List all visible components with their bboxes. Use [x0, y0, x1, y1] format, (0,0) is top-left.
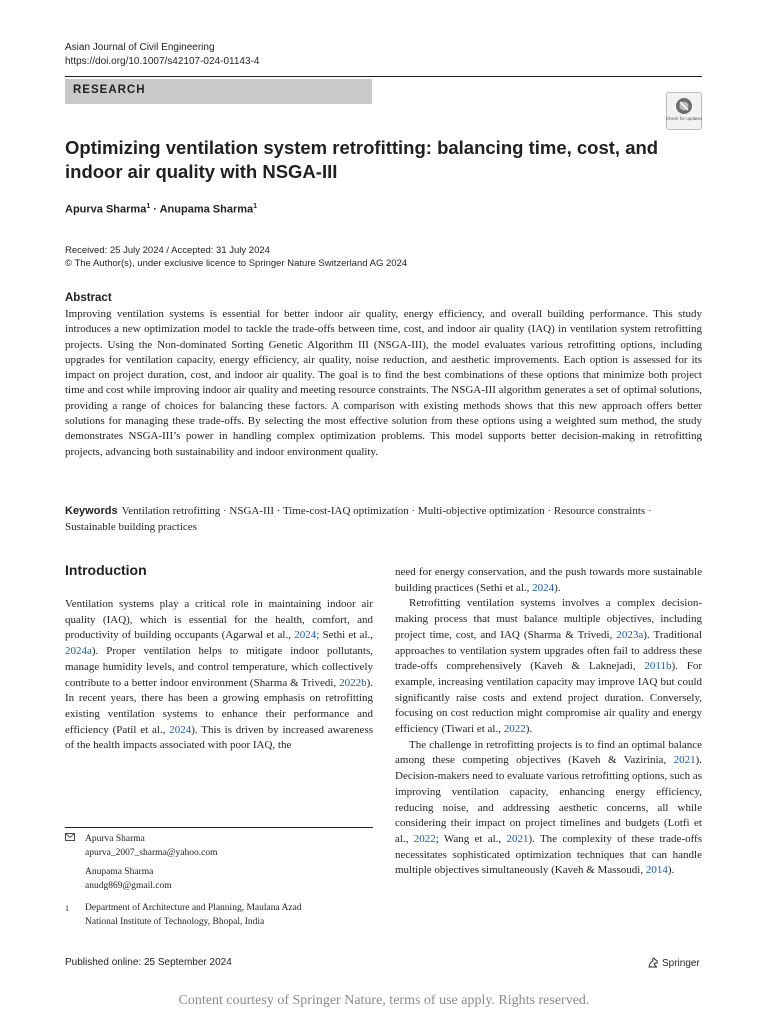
envelope-icon — [65, 833, 85, 893]
footnote-rule — [65, 827, 373, 828]
article-dates — [65, 244, 407, 270]
affiliation — [65, 902, 375, 929]
author-name[interactable]: Apurva Sharma — [65, 203, 147, 216]
author-name: Apurva Sharma — [85, 834, 145, 844]
citation-link[interactable]: 2021 — [506, 832, 529, 845]
keywords-list: Ventilation retrofitting · NSGA-III · Time-cost-IAQ optimization · Multi-objective optimization · Resource constraints · Sustainable building practices — [65, 505, 652, 533]
abstract-text: Improving ventilation systems is essential for better indoor air quality, energy efficiency, and overall building performance. This study introduces a new optimization model to tackle the trade-offs between time, cost, and indoor air quality (IAQ) in ventilation system retrofitting projects. Using the Non-dominated Sorting Genetic Algorithm III (NSGA-III), the model evaluates various retrofitting options, including upgrades for ventilation capacity, energy efficiency, air quality, noise reduction, and aesthetic improvements. Each option is assessed for its impact on project duration, cost, and indoor air quality. The goal is to find the best combinations of these options that minimize both project time and cost while improving indoor air quality and meeting resource constraints. The NSGA-III algorithm generates a set of optimal solutions, providing a range of choices for balancing these factors. A comparison with existing methods shows that this new approach offers better solutions for managing these trade-offs. By selecting the most effective solution from these options using a weighted sum method, the study demonstrates NSGA-III’s power in handling complex optimization problems. This model supports better decision-making in retrofitting projects, advancing both sustainability and indoor environment quality. — [65, 308, 702, 458]
author-name[interactable]: Anupama Sharma — [159, 203, 254, 216]
citation-link[interactable]: 2022b — [339, 676, 367, 689]
article-title: Optimizing ventilation system retrofitting: balancing time, cost, and indoor air quality with NSGA-III — [65, 137, 659, 182]
citation-link[interactable]: 2014 — [645, 864, 668, 877]
citation-link[interactable]: 2024a — [65, 645, 92, 658]
citation-link[interactable]: 2024 — [169, 723, 192, 736]
citation-link[interactable]: 2024 — [532, 581, 555, 594]
affiliation-marker: 1 — [253, 203, 258, 210]
paragraph: need for energy conservation, and the push towards more sustainable building practices (Sethi et al., 2024). — [395, 566, 702, 594]
publisher-name: Springer — [662, 957, 700, 969]
published-date: Published online: 25 September 2024 — [65, 957, 232, 968]
author-separator: · — [150, 203, 160, 216]
affiliation-number: 1 — [65, 904, 69, 913]
introduction-heading: Introduction — [65, 562, 147, 578]
corresponding-author — [65, 833, 375, 893]
received-accepted: Received: 25 July 2024 / Accepted: 31 July 2024 — [65, 245, 270, 256]
badge-text: Check for updates — [666, 116, 702, 121]
citation-link[interactable]: 2022 — [503, 723, 526, 736]
affiliation-line: Department of Architecture and Planning, Maulana Azad — [85, 903, 302, 913]
affiliation-line: National Institute of Technology, Bhopal, India — [85, 916, 265, 927]
keywords-section — [65, 503, 702, 535]
check-for-updates-badge[interactable] — [666, 92, 702, 130]
paragraph: The challenge in retrofitting projects is to find an optimal balance among these competing objectives (Kaveh & Vazirinia, 2021). Decision-makers need to evaluate various retrofitting options, such as improving ventilation capacity, enhancing energy efficiency, reducing noise, and addressing aesthetic concerns, all while considering their impact on project timelines and budgets (Lotfi et al., 2022; Wang et al., 2021). The complexity of these trade-offs necessitates sophisticated optimization techniques that can handle multiple objectives simultaneously (Kaveh & Massoudi, 2014). — [395, 738, 702, 877]
author-email[interactable]: apurva_2007_sharma@yahoo.com — [85, 847, 218, 858]
author-email[interactable]: anudg869@gmail.com — [85, 880, 172, 891]
paragraph: Ventilation systems play a critical role in maintaining indoor air quality (IAQ), which is essential for the health, comfort, and productivity of building occupants (Agarwal et al., 2024; Sethi et al., 2024a). Proper ventilation helps to mitigate indoor pollutants, manage humidity levels, and control temperature, which collectively contribute to a better indoor environment (Sharma & Trivedi, 2022b). In recent years, there has been a growing emphasis on retrofitting existing ventilation systems to enhance their performance and efficiency (Patil et al., 2024). This is driven by increased awareness of the health impacts associated with poor IAQ, the — [65, 598, 374, 752]
abstract-heading: Abstract — [65, 292, 112, 304]
citation-link[interactable]: 2022 — [413, 832, 436, 845]
section-label: RESEARCH — [73, 84, 146, 96]
paragraph: Retrofitting ventilation systems involves a complex decision-making process that must balance multiple objectives, including project time, cost, and IAQ (Sharma & Trivedi, 2023a). Traditional approaches to ventilation system upgrades often fail to address these trade-offs comprehensively (Kaveh & Laknejadi, 2011b). For example, increasing ventilation capacity may improve IAQ but could significantly raise costs and extend project duration. Conversely, focusing on cost reduction might compromise air quality and energy efficiency (Tiwari et al., 2022). — [395, 597, 702, 736]
doi-link[interactable]: https://doi.org/10.1007/s42107-024-01143-4 — [65, 56, 260, 67]
citation-link[interactable]: 2011b — [644, 660, 672, 673]
citation-link[interactable]: 2023a — [616, 628, 644, 641]
copyright-line: © The Author(s), under exclusive licence to Springer Nature Switzerland AG 2024 — [65, 258, 408, 269]
keywords-label: Keywords — [65, 505, 118, 517]
header-rule — [65, 76, 702, 77]
affiliation-marker: 1 — [146, 203, 151, 210]
author-list — [65, 203, 257, 216]
body-column-right — [395, 565, 702, 879]
author-name: Anupama Sharma — [85, 867, 154, 877]
citation-link[interactable]: 2024 — [294, 629, 317, 642]
citation-link[interactable]: 2021 — [673, 754, 696, 767]
publisher-logo[interactable] — [647, 957, 700, 969]
courtesy-notice: Content courtesy of Springer Nature, terms of use apply. Rights reserved. — [178, 993, 590, 1008]
journal-header — [65, 41, 259, 69]
check-for-updates-icon — [666, 92, 702, 130]
body-column-left — [65, 597, 373, 754]
journal-name: Asian Journal of Civil Engineering — [65, 42, 215, 53]
springer-horse-icon — [647, 957, 659, 969]
section-banner — [65, 79, 372, 104]
footnotes — [65, 833, 375, 929]
